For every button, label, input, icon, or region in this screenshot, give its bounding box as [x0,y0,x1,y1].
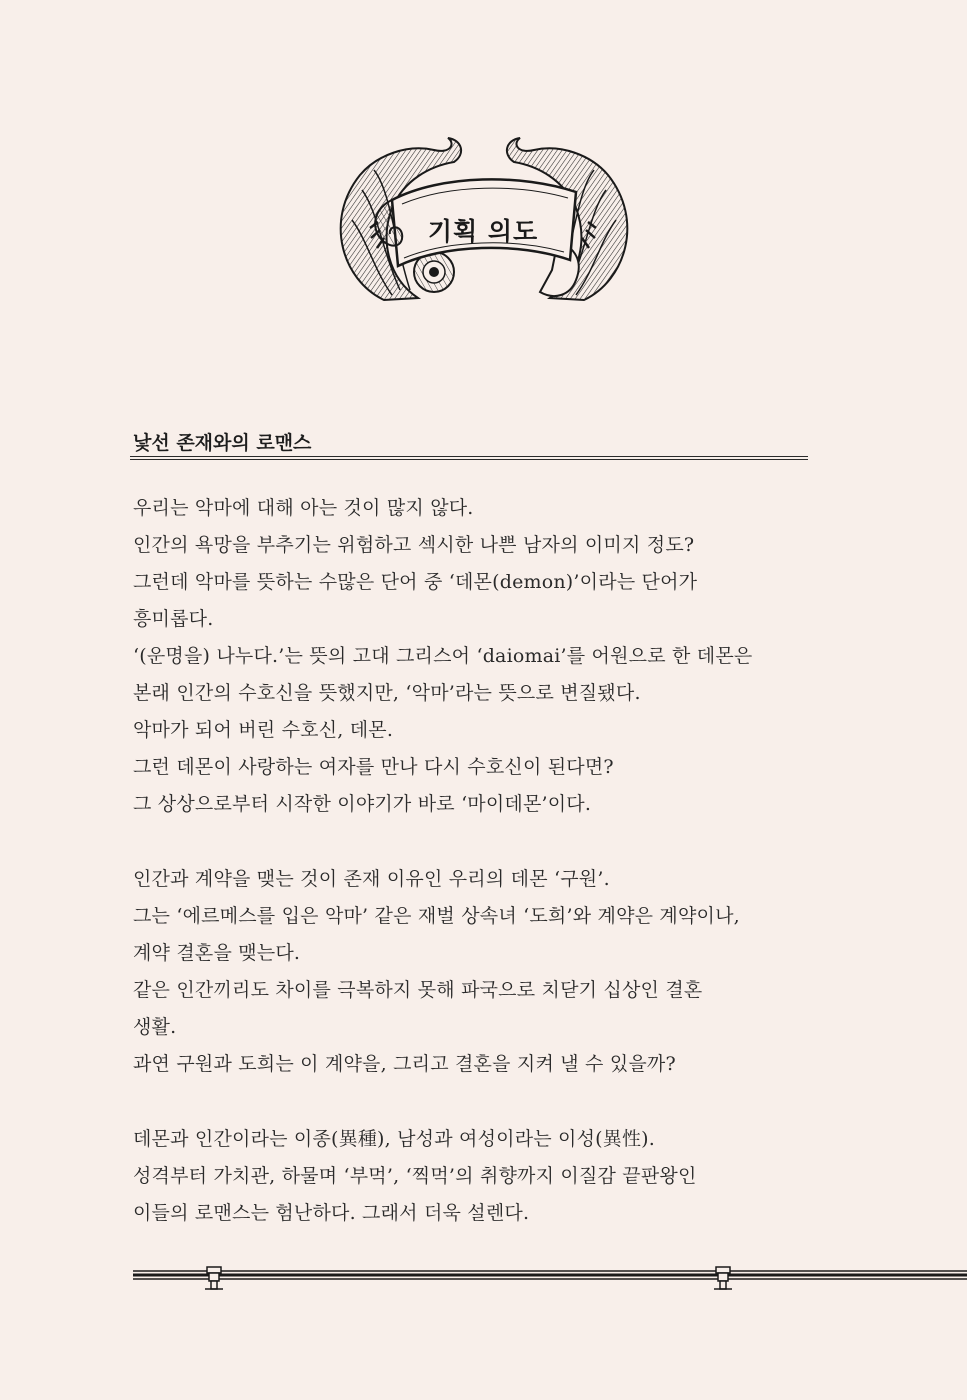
paragraph-1 [133,490,823,823]
text-line: 그런 데몬이 사랑하는 여자를 만나 다시 수호신이 된다면? [133,756,614,778]
text-line: 본래 인간의 수호신을 뜻했지만, ‘악마’라는 뜻으로 변질됐다. [133,682,641,704]
text-line: 악마가 되어 버린 수호신, 데몬. [133,719,394,741]
text-line: 데몬과 인간이라는 이종(異種), 남성과 여성이라는 이성(異性). [133,1128,656,1150]
text-line: 생활. [133,1016,177,1038]
section-heading: 낯선 존재와의 로맨스 [133,432,312,454]
text-line: 흥미롭다. [133,608,214,630]
body-text [133,490,823,1270]
text-line: ‘(운명을) 나누다.’는 뜻의 고대 그리스어 ‘daiomai’를 어원으로 한 데몬은 [133,645,753,667]
text-line: 인간과 계약을 맺는 것이 존재 이유인 우리의 데몬 ‘구원’. [133,868,610,890]
paragraph-2 [133,861,823,1083]
text-line: 그는 ‘에르메스를 입은 악마’ 같은 재벌 상속녀 ‘도희’와 계약은 계약이나, [133,905,740,927]
text-line: 이들의 로맨스는 험난하다. 그래서 더욱 설렌다. [133,1202,530,1224]
text-line: 그런데 악마를 뜻하는 수많은 단어 중 ‘데몬(demon)’이라는 단어가 [133,571,698,593]
dragon-scroll-emblem [322,130,644,320]
text-line: 그 상상으로부터 시작한 이야기가 바로 ‘마이데몬’이다. [133,793,592,815]
heading-rule [130,456,808,460]
paragraph-3 [133,1121,823,1232]
text-line: 우리는 악마에 대해 아는 것이 많지 않다. [133,497,474,519]
text-line: 계약 결혼을 맺는다. [133,942,301,964]
emblem-title: 기획 의도 [427,217,539,246]
ornamental-border-line [133,1265,967,1295]
text-line: 과연 구원과 도희는 이 계약을, 그리고 결혼을 지켜 낼 수 있을까? [133,1053,676,1075]
text-line: 성격부터 가치관, 하물며 ‘부먹’, ‘찍먹’의 취향까지 이질감 끝판왕인 [133,1165,697,1187]
text-line: 인간의 욕망을 부추기는 위험하고 섹시한 나쁜 남자의 이미지 정도? [133,534,695,556]
footer-ornament-border [133,1265,967,1295]
text-line: 같은 인간끼리도 차이를 극복하지 못해 파국으로 치닫기 십상인 결혼 [133,979,703,1001]
